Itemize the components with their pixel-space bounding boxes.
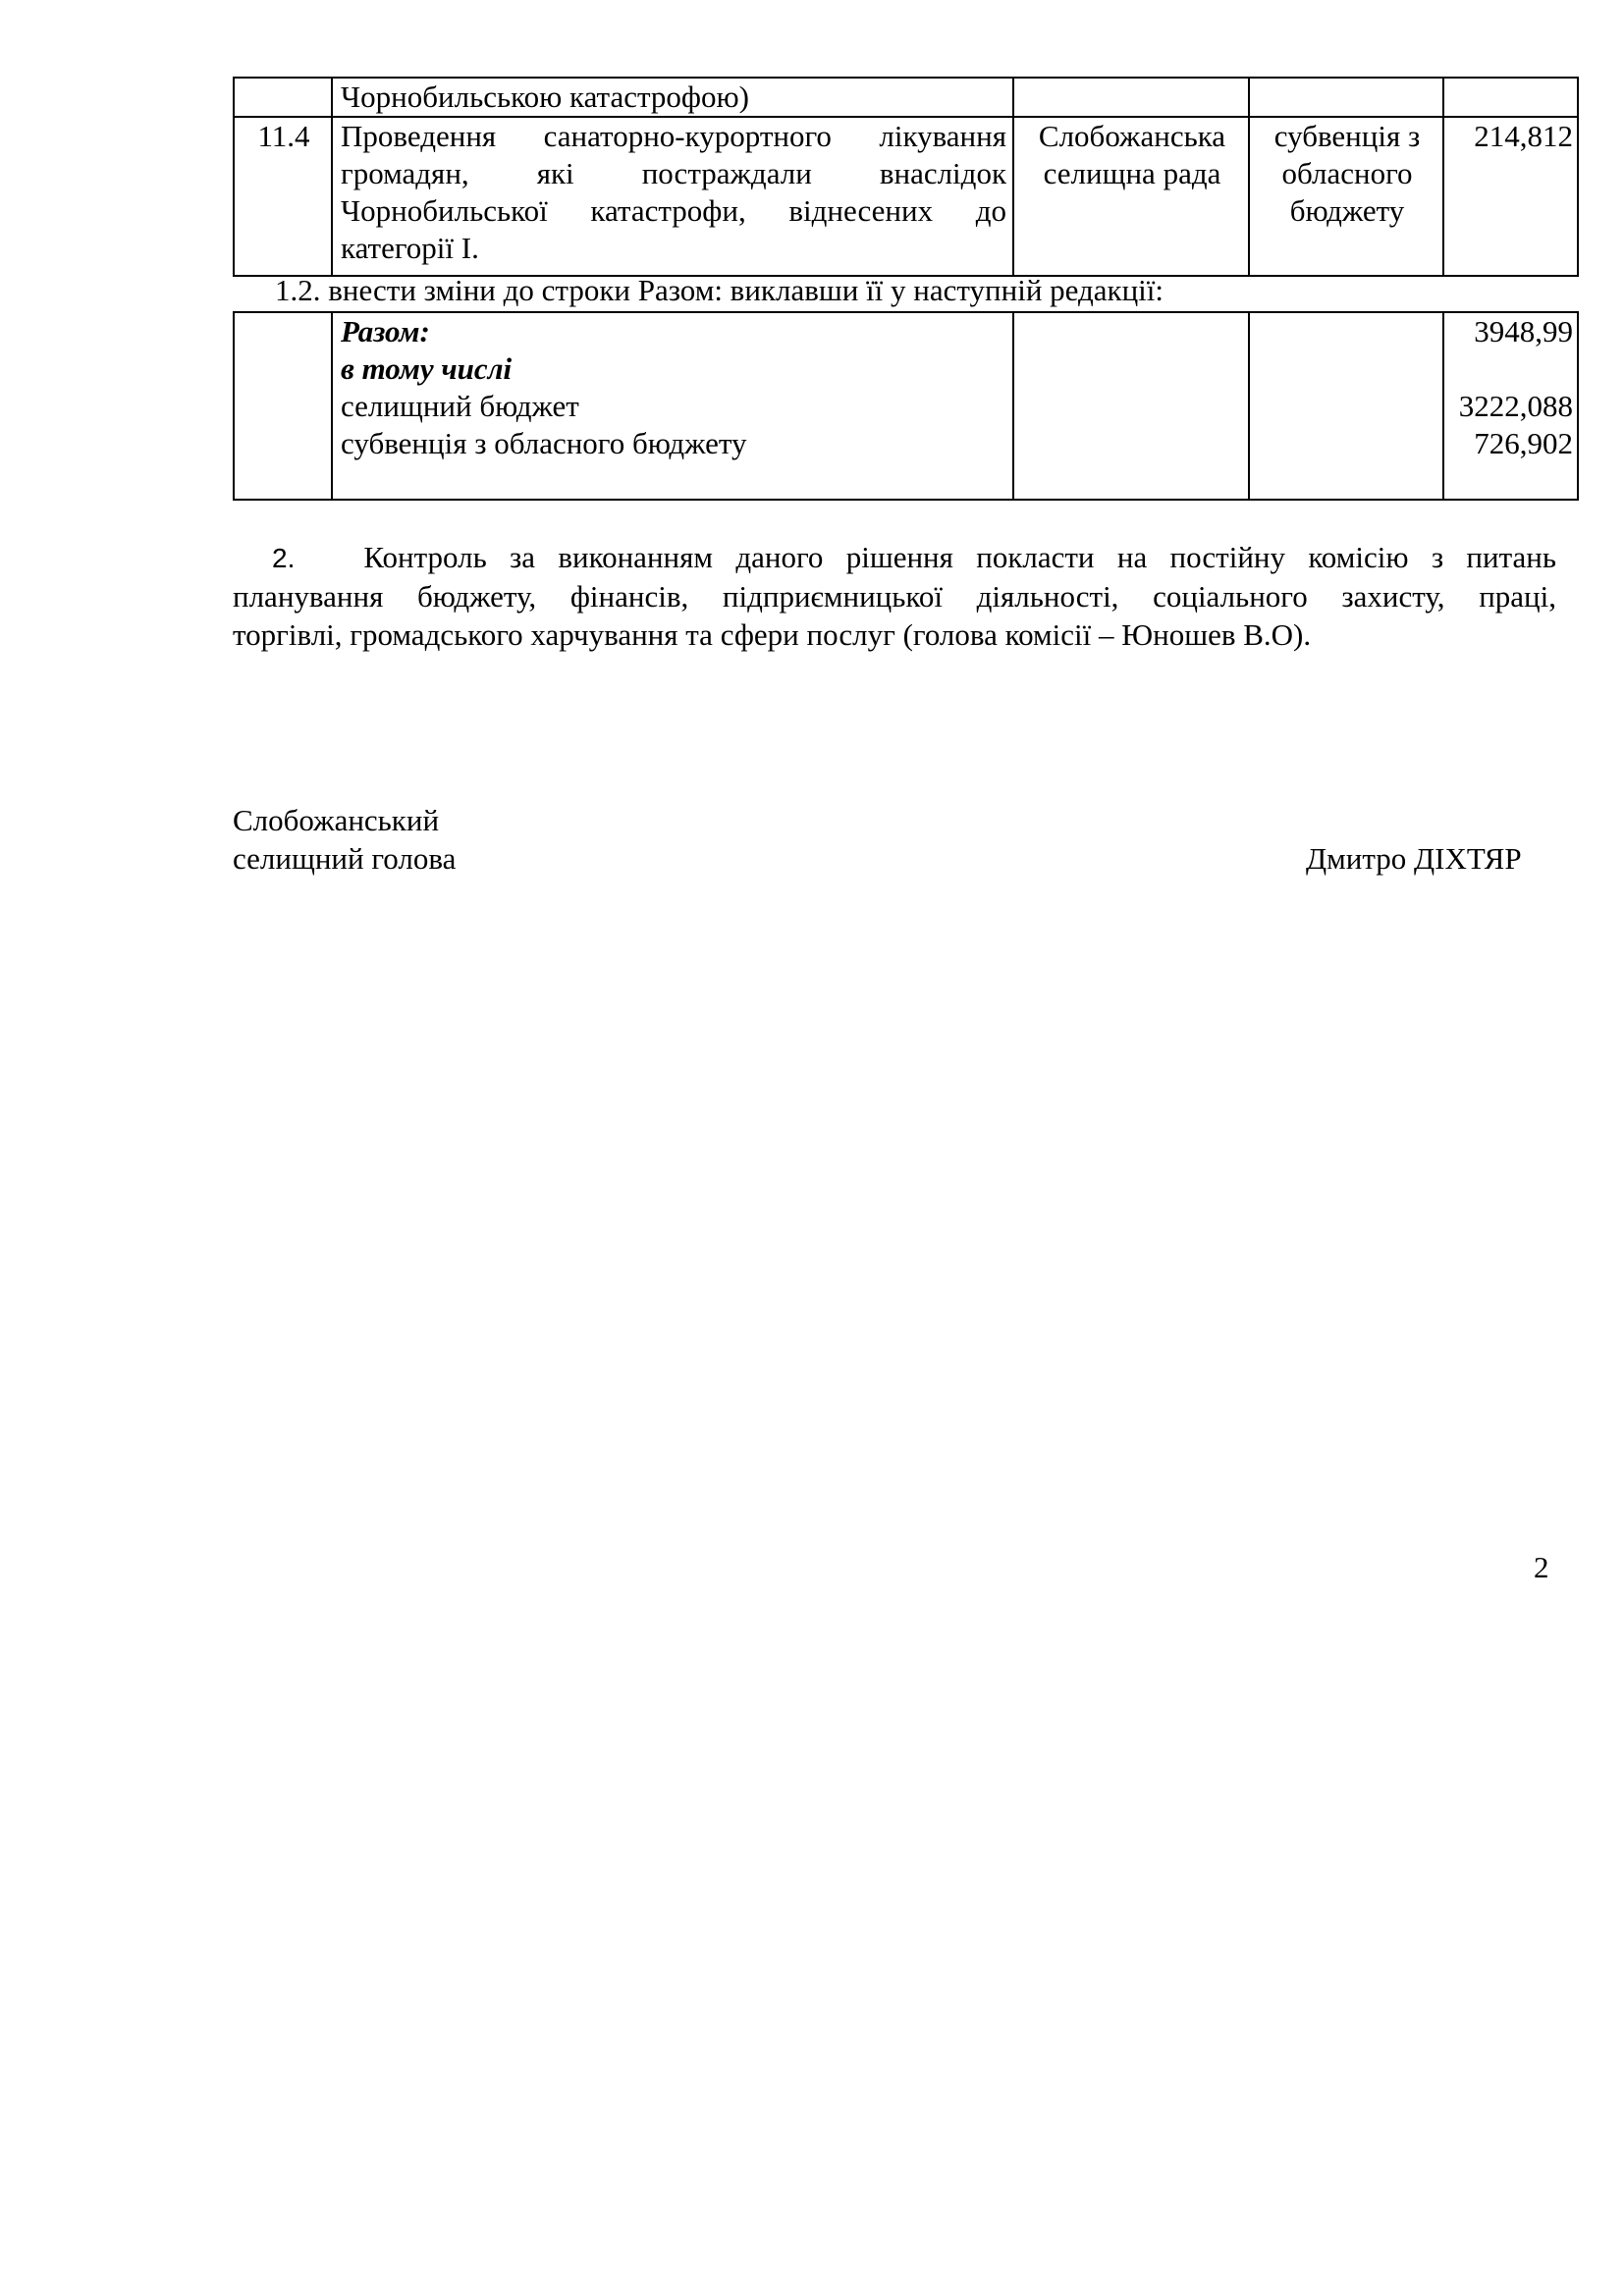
- paragraph-line: планування бюджету, фінансів, підприємницької діяльності, соціального захисту, праці,: [233, 579, 1556, 614]
- subvention-amount: 726,902: [1474, 426, 1573, 460]
- item-description-cell: Проведення санаторно-курортного лікування громадян, які постраждали внаслідок Чорнобильської катастрофи, віднесених до категорії І.: [332, 117, 1013, 276]
- amendment-note: 1.2. внести зміни до строки Разом: виклавши її у наступній редакції:: [275, 273, 1164, 307]
- item-number-cell: [234, 78, 332, 117]
- item-description-cell: Чорнобильською катастрофою): [332, 78, 1013, 117]
- executor-cell: [1013, 78, 1249, 117]
- total-label: Разом:: [341, 314, 430, 348]
- signatory-title-line: селищний голова: [233, 841, 457, 876]
- program-items-table: [233, 77, 1579, 277]
- spacer: [1452, 350, 1573, 388]
- funding-source-cell: субвенція з обласного бюджету: [1249, 117, 1443, 276]
- subvention-label: субвенція з обласного бюджету: [341, 426, 747, 460]
- table-row: [234, 312, 1578, 500]
- funding-source-cell: [1249, 78, 1443, 117]
- amount-cell: 214,812: [1443, 117, 1578, 276]
- table-row: [234, 78, 1578, 117]
- village-budget-label: селищний бюджет: [341, 389, 579, 423]
- signatory-title: [233, 801, 456, 878]
- empty-executor-cell: [1013, 312, 1249, 500]
- total-table: [233, 311, 1579, 501]
- total-labels-cell: [332, 312, 1013, 500]
- total-amounts-cell: [1443, 312, 1578, 500]
- control-paragraph: [233, 538, 1556, 654]
- paragraph-line: торгівлі, громадського харчування та сфери послуг (голова комісії – Юношев В.О).: [233, 617, 1312, 652]
- amount-cell: [1443, 78, 1578, 117]
- empty-source-cell: [1249, 312, 1443, 500]
- empty-number-cell: [234, 312, 332, 500]
- paragraph-text: Контроль за виконанням даного рішення покласти на постійну комісію з питань: [363, 540, 1556, 574]
- village-budget-amount: 3222,088: [1458, 389, 1573, 423]
- table-row: [234, 117, 1578, 276]
- including-label: в тому числі: [341, 351, 513, 386]
- paragraph-line: [233, 538, 1556, 577]
- executor-cell: Слобожанська селищна рада: [1013, 117, 1249, 276]
- signatory-title-line: Слобожанський: [233, 803, 440, 837]
- page-number: 2: [1534, 1550, 1549, 1584]
- item-number-cell: 11.4: [234, 117, 332, 276]
- total-amount: 3948,99: [1474, 314, 1573, 348]
- signatory-name: Дмитро ДІХТЯР: [1306, 841, 1522, 876]
- paragraph-number: 2.: [272, 543, 296, 573]
